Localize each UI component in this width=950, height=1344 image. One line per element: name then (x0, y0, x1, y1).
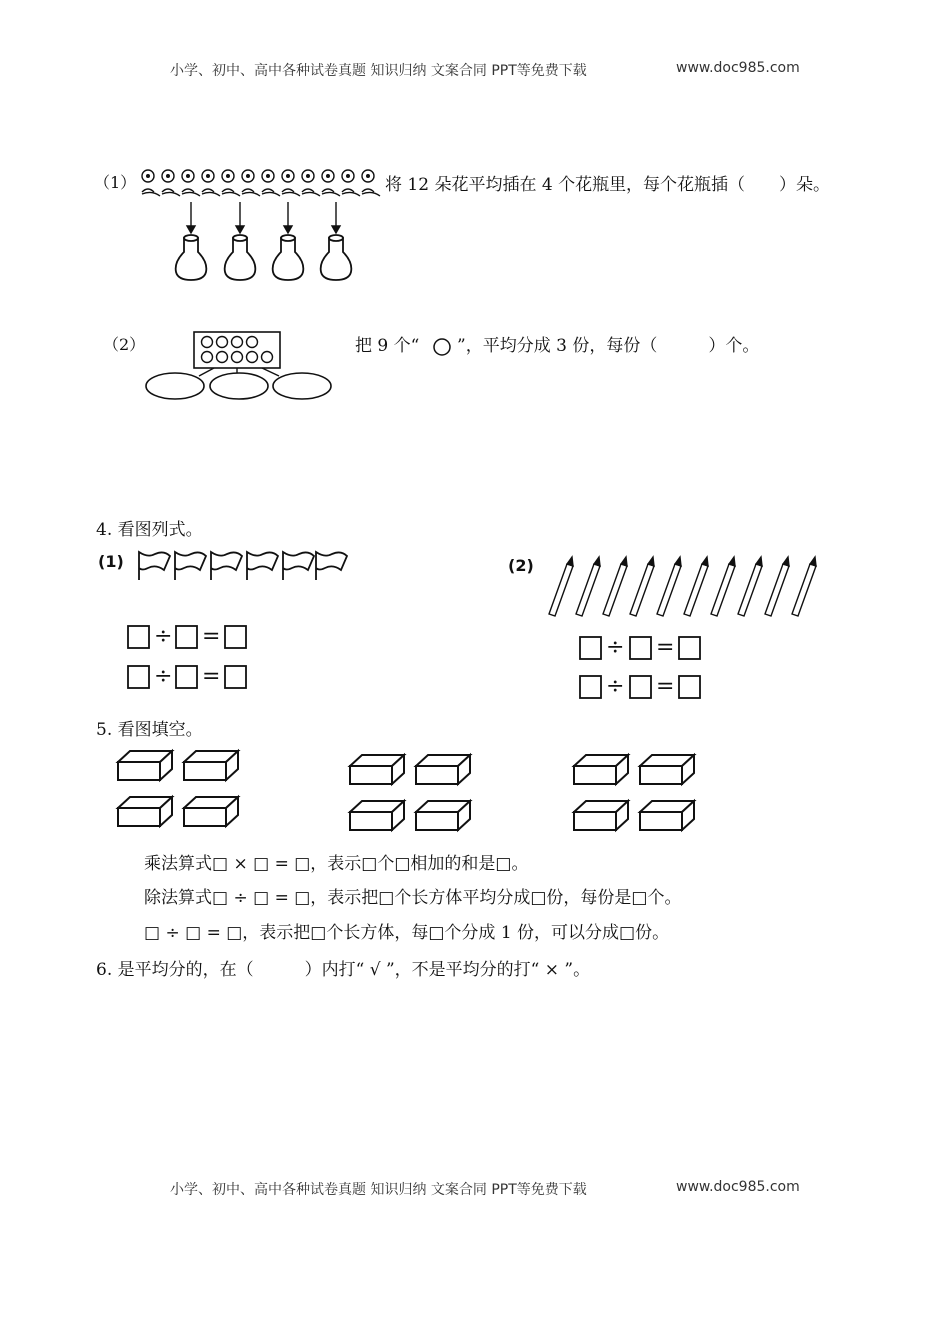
equals-sign: = (202, 624, 221, 649)
q3-part2-text-a: 把 9 个“ (355, 336, 420, 356)
footer-text: 小学、初中、高中各种试卷真题 知识归纳 文案合同 PPT等免费下载 (170, 1182, 587, 1198)
divide-sign: ÷ (154, 664, 173, 689)
pencils-illustration (545, 556, 815, 620)
q4-part1-equation-1 (126, 623, 256, 653)
cuboids-group-2 (348, 752, 478, 836)
equals-sign: = (202, 664, 221, 689)
q3-part1-label: （1） (94, 173, 137, 192)
q5-line-2: 除法算式□ ÷ □ = □，表示把□个长方体平均分成□份，每份是□个。 (144, 888, 682, 908)
q4-part1-label: (1) (98, 552, 124, 571)
q4-part2-label: (2) (508, 556, 534, 575)
q5-title: 5. 看图填空。 (96, 720, 203, 740)
circle-symbol (431, 335, 453, 357)
header-text: 小学、初中、高中各种试卷真题 知识归纳 文案合同 PPT等免费下载 (170, 63, 587, 79)
q4-part2-equation-2 (578, 673, 708, 703)
q5-line-3: □ ÷ □ = □，表示把□个长方体，每□个分成 1 份，可以分成□份。 (144, 923, 670, 943)
q3-part2-text-b: ”，平均分成 3 份，每份（ ）个。 (457, 336, 760, 356)
q6-title: 6. 是平均分的，在（ ）内打“ √ ”，不是平均分的打“ × ”。 (96, 960, 591, 980)
q5-line-1: 乘法算式□ × □ = □，表示□个□相加的和是□。 (144, 854, 529, 874)
q3-part1-text: 将 12 朵花平均插在 4 个花瓶里，每个花瓶插（ ）朵。 (385, 175, 831, 195)
divide-sign: ÷ (606, 674, 625, 699)
divide-sign: ÷ (606, 635, 625, 660)
divide-sign: ÷ (154, 624, 173, 649)
flowers-illustration (138, 164, 388, 204)
footer-url[interactable]: www.doc985.com (676, 1179, 800, 1195)
q4-part1-equation-2 (126, 663, 256, 693)
circles-division-diagram (144, 330, 334, 402)
cuboids-group-3 (572, 752, 702, 836)
vases-illustration (170, 200, 370, 284)
header-url[interactable]: www.doc985.com (676, 60, 800, 76)
flags-illustration (136, 548, 351, 582)
equals-sign: = (656, 635, 675, 660)
q3-part2-label: （2） (103, 335, 146, 354)
q4-part2-equation-1 (578, 634, 708, 664)
cuboids-group-1 (116, 748, 246, 832)
q4-title: 4. 看图列式。 (96, 520, 203, 540)
equals-sign: = (656, 674, 675, 699)
